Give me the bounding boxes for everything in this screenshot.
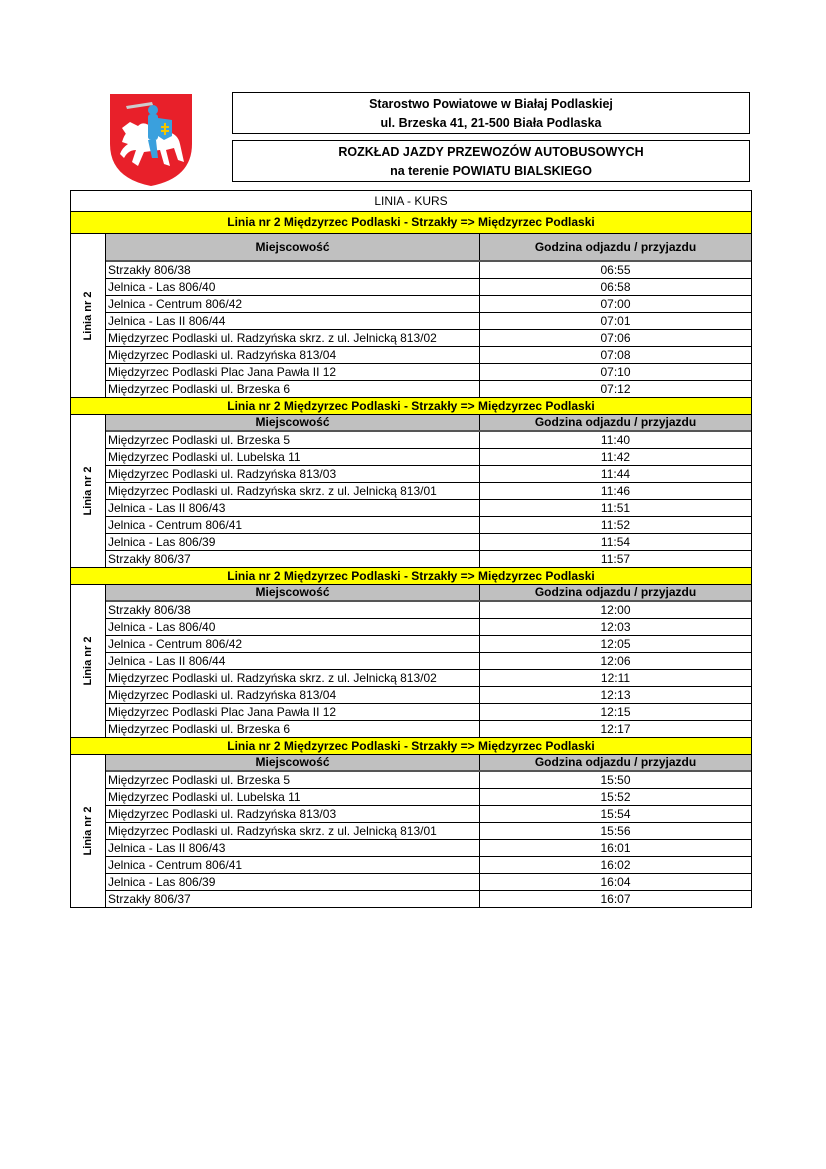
- stop-name: Jelnica - Centrum 806/41: [106, 517, 480, 533]
- document-title-box: [232, 140, 750, 182]
- table-row: [106, 687, 751, 704]
- column-headers: [106, 585, 751, 602]
- stop-name: Międzyrzec Podlaski ul. Lubelska 11: [106, 789, 480, 805]
- schedule-grid: [106, 415, 751, 567]
- table-row: [106, 789, 751, 806]
- stop-name: Strzakły 806/37: [106, 551, 480, 567]
- table-row: [106, 313, 751, 330]
- column-headers: [106, 415, 751, 432]
- route-header: Linia nr 2 Międzyrzec Podlaski - Strzakły => Międzyrzec Podlaski: [71, 397, 751, 415]
- column-header-time: Godzina odjazdu / przyjazdu: [534, 240, 697, 254]
- office-header-box: [232, 92, 750, 134]
- column-header-place: Miejscowość: [106, 585, 480, 600]
- table-row: [106, 364, 751, 381]
- office-name: Starostwo Powiatowe w Białaj Podlaskiej: [369, 97, 613, 111]
- stop-name: Międzyrzec Podlaski ul. Brzeska 5: [106, 432, 480, 448]
- stop-name: Międzyrzec Podlaski ul. Lubelska 11: [106, 449, 480, 465]
- stop-time: 11:51: [600, 501, 631, 515]
- table-row: [106, 534, 751, 551]
- stop-name: Jelnica - Las 806/40: [106, 619, 480, 635]
- column-header-time: Godzina odjazdu / przyjazdu: [534, 415, 697, 429]
- stop-name: Międzyrzec Podlaski ul. Brzeska 6: [106, 381, 480, 397]
- table-row: [106, 670, 751, 687]
- table-row: [106, 330, 751, 347]
- stop-time: 16:07: [600, 892, 631, 906]
- table-row: [106, 279, 751, 296]
- table-row: [106, 500, 751, 517]
- table-row: [106, 772, 751, 789]
- schedule-grid: [106, 585, 751, 737]
- stop-name: Międzyrzec Podlaski ul. Radzyńska skrz. z ul. Jelnicką 813/02: [106, 330, 480, 346]
- stop-name: Jelnica - Las II 806/43: [106, 840, 480, 856]
- stop-name: Jelnica - Centrum 806/42: [106, 636, 480, 652]
- stop-time: 07:01: [600, 314, 631, 328]
- stop-name: Jelnica - Las II 806/43: [106, 500, 480, 516]
- route-header: Linia nr 2 Międzyrzec Podlaski - Strzakły => Międzyrzec Podlaski: [71, 212, 751, 234]
- stop-name: Strzakły 806/38: [106, 602, 480, 618]
- stop-name: Jelnica - Centrum 806/42: [106, 296, 480, 312]
- stop-name: Strzakły 806/37: [106, 891, 480, 907]
- stop-name: Jelnica - Centrum 806/41: [106, 857, 480, 873]
- column-header-time: Godzina odjazdu / przyjazdu: [534, 585, 697, 599]
- stop-name: Jelnica - Las 806/39: [106, 874, 480, 890]
- table-row: [106, 704, 751, 721]
- stop-time: 07:08: [600, 348, 631, 362]
- stop-time: 11:52: [600, 518, 631, 532]
- line-label-text: Linia nr 2: [82, 636, 94, 686]
- stop-name: Jelnica - Las 806/40: [106, 279, 480, 295]
- stop-time: 07:06: [600, 331, 631, 345]
- stop-time: 16:01: [600, 841, 631, 855]
- stop-time: 16:04: [600, 875, 631, 889]
- stop-name: Międzyrzec Podlaski ul. Radzyńska skrz. z ul. Jelnicką 813/02: [106, 670, 480, 686]
- line-side-label: [71, 755, 106, 907]
- schedule-block: [71, 415, 751, 567]
- stop-name: Międzyrzec Podlaski ul. Radzyńska skrz. z ul. Jelnicką 813/01: [106, 483, 480, 499]
- table-row: [106, 619, 751, 636]
- table-row: [106, 840, 751, 857]
- stop-name: Międzyrzec Podlaski ul. Radzyńska 813/04: [106, 347, 480, 363]
- table-row: [106, 262, 751, 279]
- stop-name: Międzyrzec Podlaski ul. Radzyńska 813/04: [106, 687, 480, 703]
- table-row: [106, 381, 751, 397]
- office-address: ul. Brzeska 41, 21-500 Biała Podlaska: [380, 116, 602, 130]
- line-side-label: [71, 234, 106, 397]
- stop-time: 16:02: [600, 858, 631, 872]
- stop-name: Międzyrzec Podlaski ul. Brzeska 5: [106, 772, 480, 788]
- stop-name: Strzakły 806/38: [106, 262, 480, 278]
- table-row: [106, 857, 751, 874]
- stop-time: 11:57: [600, 552, 631, 566]
- table-row: [106, 432, 751, 449]
- column-headers: [106, 234, 751, 262]
- column-header-place: Miejscowość: [106, 234, 480, 260]
- line-side-label: [71, 585, 106, 737]
- stop-name: Międzyrzec Podlaski Plac Jana Pawła II 12: [106, 704, 480, 720]
- stop-time: 12:17: [600, 722, 631, 736]
- stop-name: Międzyrzec Podlaski ul. Radzyńska 813/03: [106, 806, 480, 822]
- stop-name: Jelnica - Las II 806/44: [106, 313, 480, 329]
- table-row: [106, 721, 751, 737]
- timetable: [70, 190, 752, 908]
- stop-time: 11:44: [600, 467, 631, 481]
- document-subtitle: na terenie POWIATU BIALSKIEGO: [390, 164, 592, 178]
- stop-time: 12:13: [600, 688, 631, 702]
- stop-time: 12:11: [600, 671, 631, 685]
- stop-time: 15:50: [600, 773, 631, 787]
- stop-time: 07:10: [600, 365, 631, 379]
- table-row: [106, 347, 751, 364]
- stop-time: 11:54: [600, 535, 631, 549]
- table-row: [106, 517, 751, 534]
- line-label-text: Linia nr 2: [82, 466, 94, 516]
- stop-time: 12:05: [600, 637, 631, 651]
- table-row: [106, 823, 751, 840]
- table-row: [106, 891, 751, 907]
- document-title: ROZKŁAD JAZDY PRZEWOZÓW AUTOBUSOWYCH: [338, 145, 644, 159]
- schedule-block: [71, 755, 751, 907]
- schedule-block: [71, 234, 751, 397]
- table-row: [106, 636, 751, 653]
- stop-time: 07:12: [600, 382, 631, 396]
- table-row: [106, 466, 751, 483]
- table-row: [106, 874, 751, 891]
- stop-name: Międzyrzec Podlaski Plac Jana Pawła II 12: [106, 364, 480, 380]
- table-row: [106, 551, 751, 567]
- timetable-title: LINIA - KURS: [71, 191, 751, 212]
- stop-name: Międzyrzec Podlaski ul. Brzeska 6: [106, 721, 480, 737]
- stop-name: Międzyrzec Podlaski ul. Radzyńska 813/03: [106, 466, 480, 482]
- stop-time: 15:52: [600, 790, 631, 804]
- stop-time: 06:55: [600, 263, 631, 277]
- table-row: [106, 806, 751, 823]
- stop-time: 12:15: [600, 705, 631, 719]
- stop-time: 15:56: [600, 824, 631, 838]
- stop-name: Jelnica - Las 806/39: [106, 534, 480, 550]
- table-row: [106, 653, 751, 670]
- stop-name: Jelnica - Las II 806/44: [106, 653, 480, 669]
- stop-time: 12:06: [600, 654, 631, 668]
- table-row: [106, 602, 751, 619]
- coat-of-arms-icon: [108, 92, 194, 188]
- stop-time: 11:46: [600, 484, 631, 498]
- column-headers: [106, 755, 751, 772]
- table-row: [106, 449, 751, 466]
- column-header-place: Miejscowość: [106, 415, 480, 430]
- stop-time: 11:40: [600, 433, 631, 447]
- column-header-place: Miejscowość: [106, 755, 480, 770]
- table-row: [106, 296, 751, 313]
- line-label-text: Linia nr 2: [82, 806, 94, 856]
- schedule-grid: [106, 755, 751, 907]
- route-header: Linia nr 2 Międzyrzec Podlaski - Strzakły => Międzyrzec Podlaski: [71, 567, 751, 585]
- stop-time: 11:42: [600, 450, 631, 464]
- stop-time: 12:03: [600, 620, 631, 634]
- stop-time: 06:58: [600, 280, 631, 294]
- stop-time: 15:54: [600, 807, 631, 821]
- schedule-grid: [106, 234, 751, 397]
- column-header-time: Godzina odjazdu / przyjazdu: [534, 755, 697, 769]
- route-header: Linia nr 2 Międzyrzec Podlaski - Strzakły => Międzyrzec Podlaski: [71, 737, 751, 755]
- stop-name: Międzyrzec Podlaski ul. Radzyńska skrz. z ul. Jelnicką 813/01: [106, 823, 480, 839]
- line-side-label: [71, 415, 106, 567]
- line-label-text: Linia nr 2: [82, 291, 94, 340]
- stop-time: 12:00: [600, 603, 631, 617]
- table-row: [106, 483, 751, 500]
- stop-time: 07:00: [600, 297, 631, 311]
- schedule-block: [71, 585, 751, 737]
